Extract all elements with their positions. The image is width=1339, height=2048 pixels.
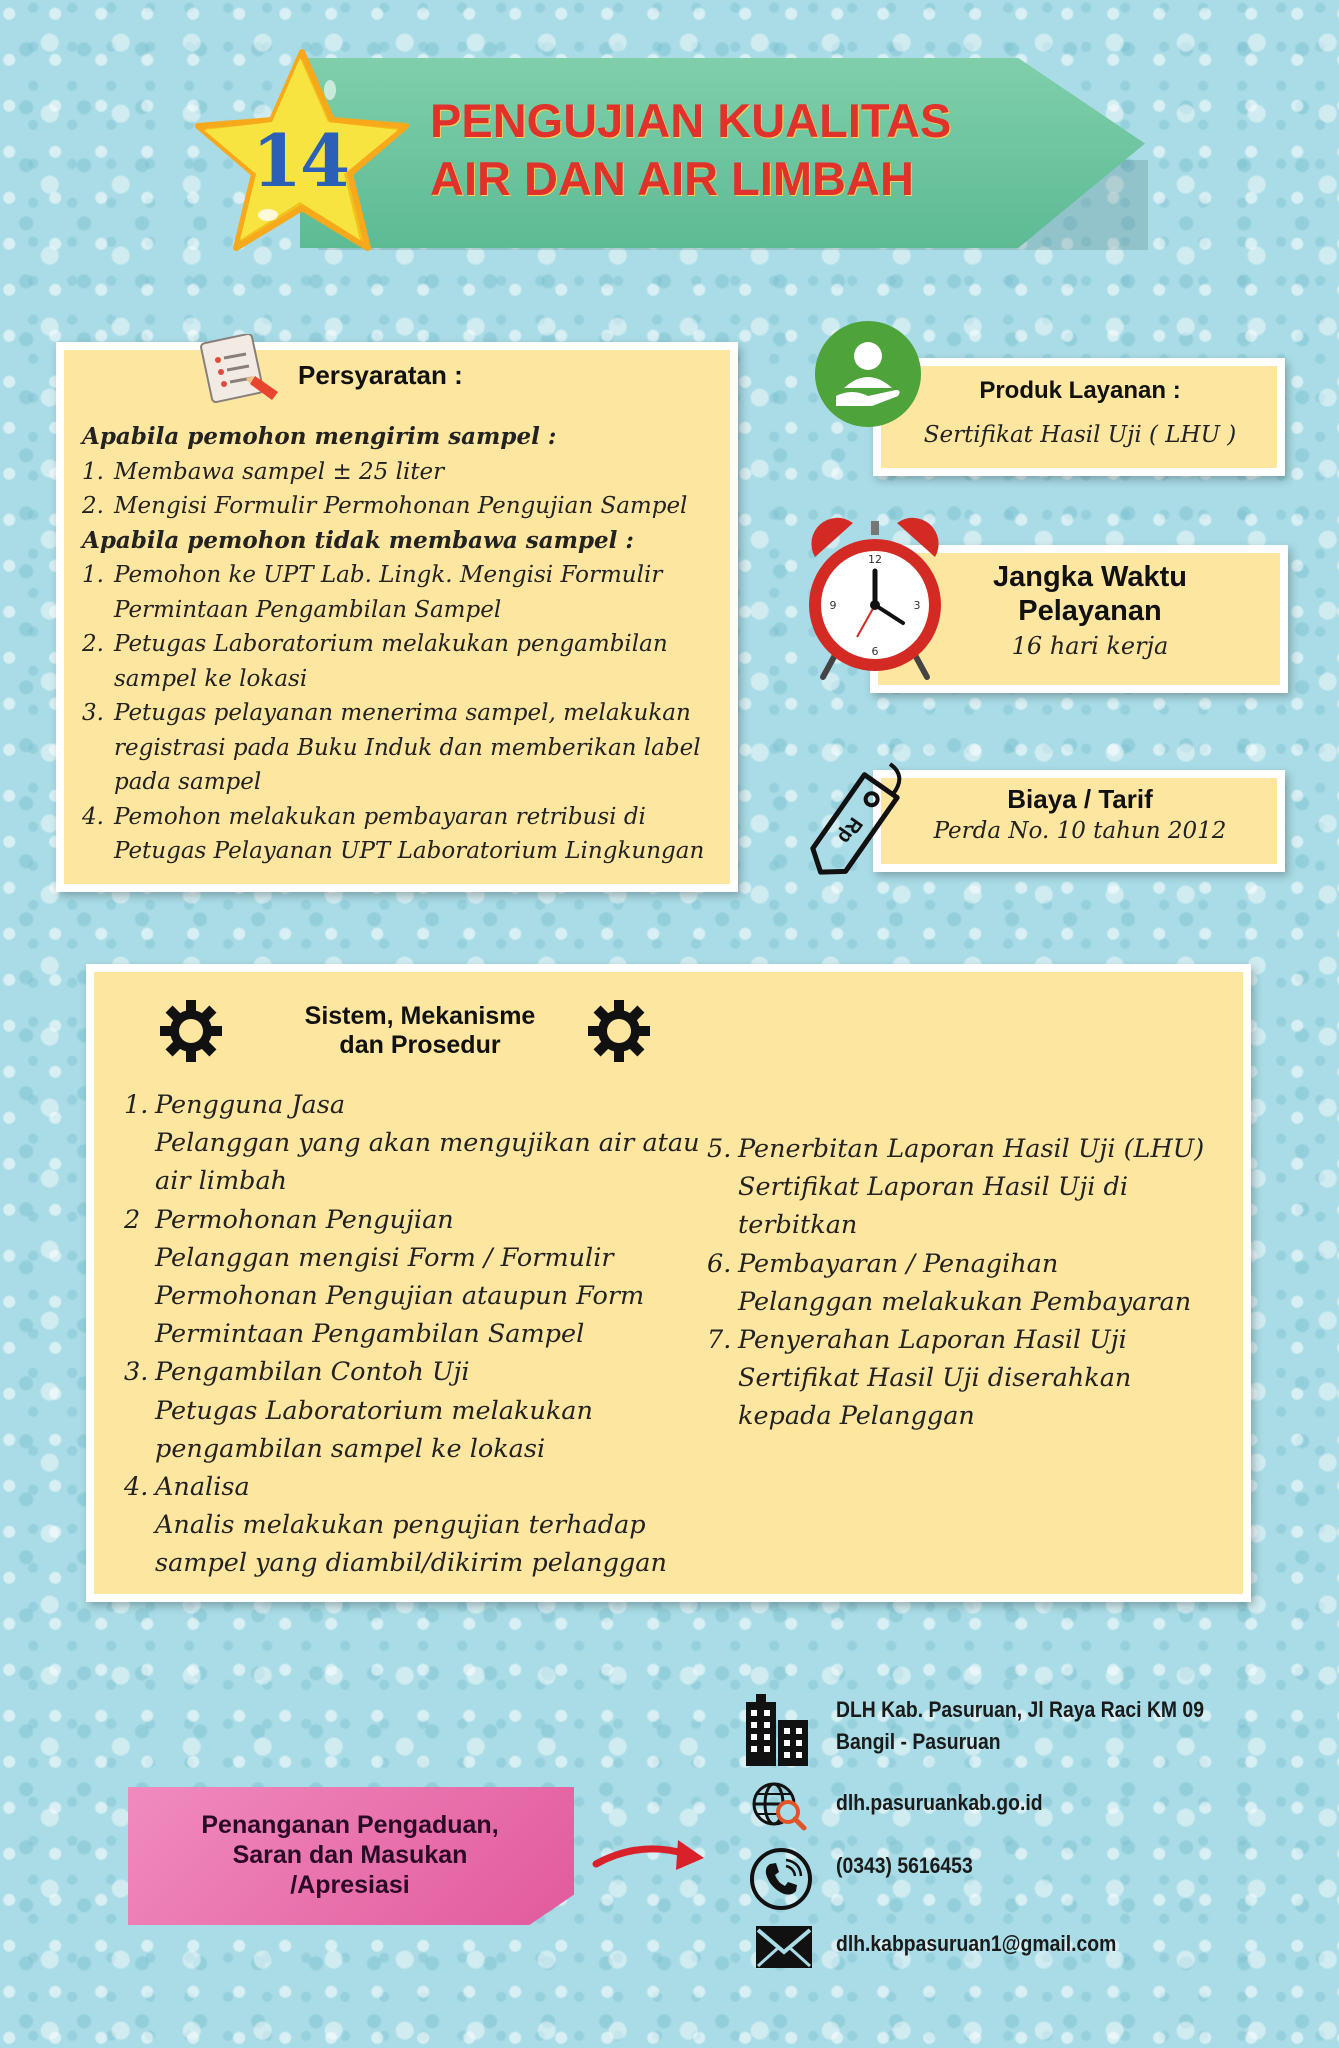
- requirements-group2-list: [82, 558, 732, 869]
- list-item: 2. Petugas Laboratorium melakukan pengambilan sampel ke lokasi: [82, 631, 668, 692]
- web-search-icon: [748, 1776, 808, 1836]
- list-item: 4. Pemohon melakukan pembayaran retribusi di Petugas Pelayanan UPT Laboratorium Lingkungan: [82, 803, 705, 864]
- requirements-group2-label: Apabila pemohon tidak membawa sampel :: [82, 526, 634, 554]
- requirements-title: Persyaratan :: [298, 360, 463, 390]
- list-item: 7. Penyerahan Laporan Hasil Uji Sertifikat Hasil Uji diserahkan kepada Pelanggan: [707, 1325, 1132, 1432]
- list-item: 2 Permohonan Pengujian Pelanggan mengisi Form / Formulir Permohonan Pengujian ataupun Form Permintaan Pengambilan Sampel: [124, 1204, 645, 1350]
- product-text: Sertifikat Hasil Uji ( LHU ): [923, 422, 1237, 448]
- tag-label: Rp: [833, 813, 867, 848]
- arrow-right-icon: [590, 1830, 710, 1880]
- email-icon: [752, 1922, 816, 1972]
- gear-icon: [158, 998, 224, 1064]
- checklist-icon: [200, 334, 290, 404]
- svg-text:6: 6: [871, 645, 879, 658]
- system-title: Sistem, Mekanisme dan Prosedur: [304, 1002, 536, 1059]
- system-steps-left: [124, 1086, 714, 1583]
- list-item: 1. Membawa sampel ± 25 liter: [82, 458, 445, 485]
- list-item: 3. Pengambilan Contoh Uji Petugas Laboratorium melakukan pengambilan sampel ke lokasi: [124, 1357, 593, 1464]
- building-icon: [742, 1692, 812, 1768]
- duration-title: Jangka Waktu Pelayanan: [993, 561, 1187, 627]
- list-item: 2. Mengisi Formulir Permohonan Pengujian Sampel: [82, 493, 688, 519]
- svg-text:3: 3: [913, 599, 921, 612]
- svg-text:9: 9: [829, 599, 837, 612]
- contact-website[interactable]: dlh.pasuruankab.go.id: [836, 1790, 1043, 1815]
- list-item: 3. Petugas pelayanan menerima sampel, melakukan registrasi pada Buku Induk dan memberikan label pada sampel: [82, 700, 701, 795]
- contact-email[interactable]: dlh.kabpasuruan1@gmail.com: [836, 1931, 1117, 1956]
- contact-address: DLH Kab. Pasuruan, Jl Raya Raci KM 09 Bangil - Pasuruan: [836, 1697, 1204, 1754]
- service-number: 14: [251, 118, 349, 203]
- product-title: Produk Layanan :: [979, 377, 1181, 404]
- contact-phone[interactable]: (0343) 5616453: [836, 1853, 973, 1878]
- list-item: 6. Pembayaran / Penagihan Pelanggan melakukan Pembayaran: [707, 1248, 1192, 1317]
- system-steps-right: [707, 1130, 1227, 1436]
- requirements-body: [82, 420, 732, 869]
- list-item: 1. Pemohon ke UPT Lab. Lingk. Mengisi Formulir Permintaan Pengambilan Sampel: [82, 562, 663, 623]
- phone-icon: [748, 1846, 814, 1912]
- fee-title: Biaya / Tarif: [1007, 784, 1153, 814]
- svg-text:12: 12: [868, 553, 882, 566]
- fee-text: Perda No. 10 tahun 2012: [933, 818, 1227, 844]
- gear-icon: [586, 998, 652, 1064]
- list-item: 4. Analisa Analis melakukan pengujian terhadap sampel yang diambil/dikirim pelanggan: [124, 1472, 667, 1579]
- service-person-icon: [812, 318, 924, 430]
- duration-text: 16 hari kerja: [1011, 632, 1169, 660]
- list-item: 5. Penerbitan Laporan Hasil Uji (LHU) Sertifikat Laporan Hasil Uji di terbitkan: [707, 1134, 1205, 1241]
- requirements-group1-list: [82, 455, 732, 524]
- product-card: [873, 358, 1285, 476]
- complaint-title: Penanganan Pengaduan, Saran dan Masukan /Apresiasi: [201, 1811, 499, 1899]
- requirements-group1-label: Apabila pemohon mengirim sampel :: [82, 423, 557, 450]
- page-title: PENGUJIAN KUALITAS AIR DAN AIR LIMBAH: [430, 94, 952, 205]
- list-item: 1. Pengguna Jasa Pelanggan yang akan mengujikan air atau air limbah: [124, 1090, 700, 1197]
